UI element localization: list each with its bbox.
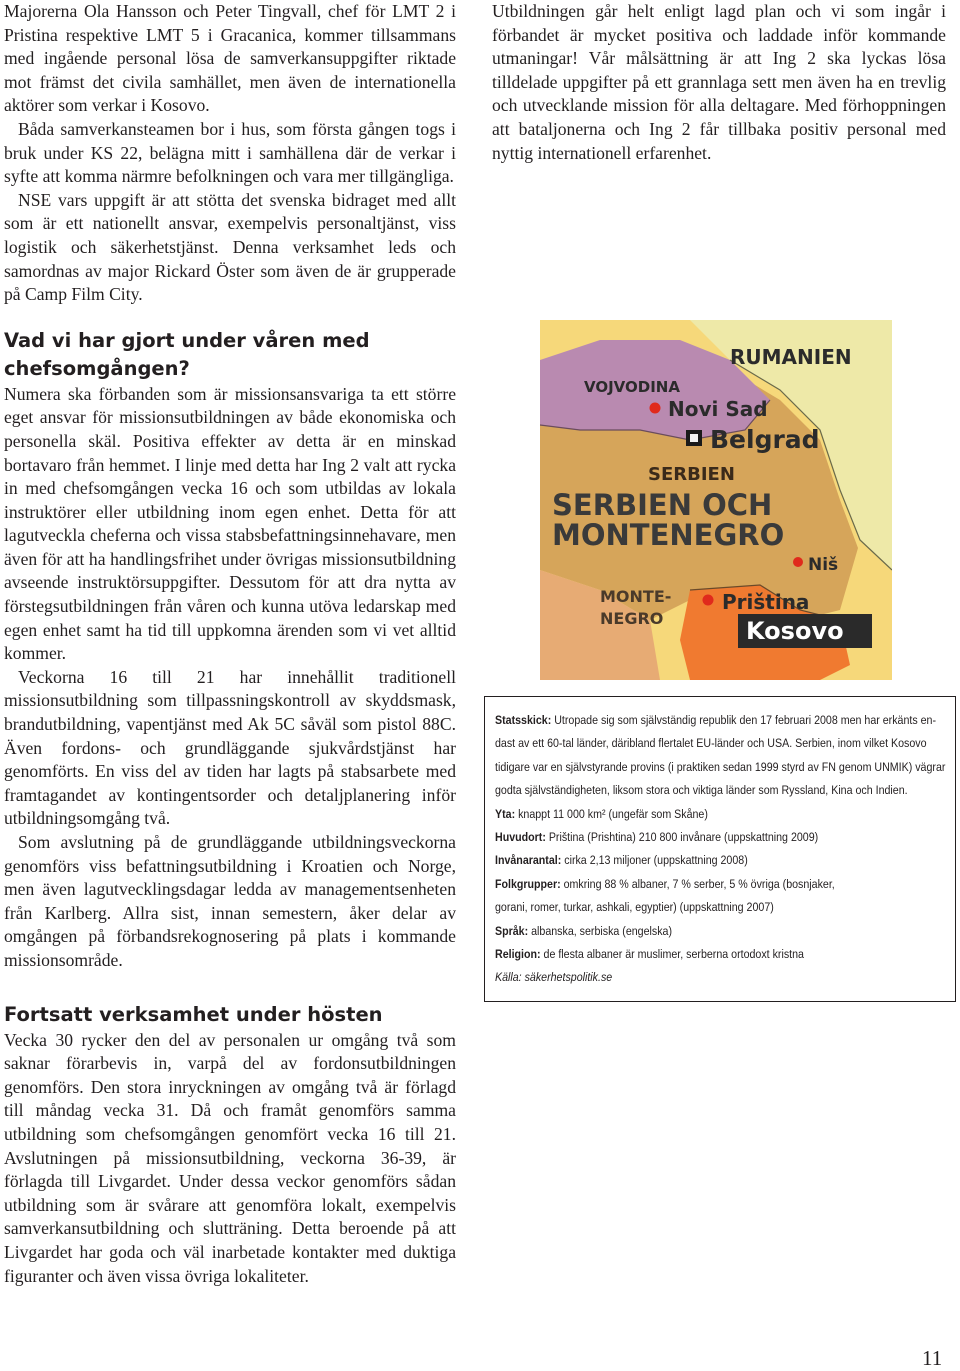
label-nis: Niš	[808, 555, 839, 575]
right-text	[492, 0, 946, 165]
right-paragraph: Utbildningen går helt enligt lagd plan och vi som ingår i förbandet är mycket positiva och laddade inför kommande utmaningar! Vår målsättning är att Ing 2 ska lyckas lösa tilldelade uppgifter på ett grannlaga sett men även ha en trevlig och utvecklande mission för alla deltagare. Med förhoppningen att bataljonerna och Ing 2 får tillbaka positiv personal med nyttig internationell erfarenhet.	[492, 1, 946, 163]
section-heading-spring: Vad vi har gjort under våren med chefsomgången?	[4, 328, 370, 380]
factbox-statsskick-4: godta självständigheten, liksom stora och viktiga länder som Ryssland, Kina och Indien.	[495, 783, 908, 798]
kosovo-factbox	[484, 696, 956, 1002]
factbox-source: Källa: säkerhetspolitik.se	[495, 970, 613, 985]
section-heading-autumn: Fortsatt verksamhet under hösten	[4, 1002, 383, 1026]
label-serbien: SERBIEN	[648, 464, 735, 485]
autumn-paragraph-1: Vecka 30 rycker den del av personalen ur omgång två som saknar förarbevis in, varpå del av fordonsutbildningen genomförs. Den stora inryckningen av omgång två är förlagd till måndag vecka 31. Då och framåt genomförs samma utbildning som chefsomgången genomfört vecka 16 till 21. Avslutningen på missionsutbildning, veckorna 36-39, är förlagda till Livgardet. Under dessa veckor genomförs sådan utbildning som är svårare att genomföra lokalt, exempelvis samverkansutbildning och slutträning. Detta beroende på att Livgardet har goda och väl inarbetade kontakter med duktiga figuranter och även vissa övriga lokaliteter.	[4, 1029, 456, 1286]
label-monte-2: NEGRO	[600, 609, 664, 628]
religion-text: de flesta albaner är muslimer, serberna ortodoxt kristna	[543, 947, 804, 962]
factbox-statsskick-3: tidigare var en självstyrande provins (i praktiken sedan 1999 styrd av FN genom UNMIK) vägrar	[495, 759, 946, 774]
label-rumanien: RUMANIEN	[730, 345, 852, 369]
spring-paragraph-2: Veckorna 16 till 21 har innehållit traditionell missionsutbildning som tillpassningskontroll av skyddsmask, brandutbildning, vapentjänst med Ak 5C såväl som pistol 88C. Även fordons- och grundläggande sjukvårdstjänst har genomförts. En viss del av tiden har lagts på stabsarbete med framtagandet av kontingentsorder och detaljplanering inför utbildningsomgång två.	[4, 666, 456, 829]
label-novi-sad: Novi Sad	[668, 397, 768, 421]
kosovo-map	[540, 320, 892, 680]
huvudort-text: Priština (Prishtina) 210 800 invånare (uppskattning 2009)	[548, 830, 819, 845]
label-vojvodina: VOJVODINA	[584, 378, 680, 396]
spring-paragraph-3: Som avslutning på de grundläggande utbildningsveckorna genomförs viss befattningsutbildning i Kroatien och Norge, men även lagutvecklingsdagar ledda av managementsenheten från Karlberg. Allra sist, innan semestern, åker delar av omgången på förbandsrekognosering på plats i kommande missionsområde.	[4, 832, 456, 970]
sprak-label: Språk:	[495, 923, 529, 938]
label-kosovo: Kosovo	[746, 617, 844, 645]
novi-sad-dot	[650, 403, 661, 414]
factbox-folkgrupper	[495, 873, 888, 896]
invanare-label: Invånarantal:	[495, 853, 562, 868]
label-monte-1: MONTE-	[600, 587, 672, 606]
nis-dot	[793, 557, 803, 567]
intro-text	[4, 0, 456, 307]
section-autumn-text	[4, 1029, 456, 1289]
factbox-statsskick-2: dast av ett 60-tal länder, däribland flertalet EU-länder och USA. Serbien, inom vilket Kosovo	[495, 736, 927, 751]
label-map-title-line1: SERBIEN OCH	[552, 488, 773, 522]
belgrad-capital-inner	[690, 434, 698, 442]
section-spring-text	[4, 383, 456, 973]
huvudort-label: Huvudort:	[495, 830, 546, 845]
right-column	[492, 0, 946, 165]
factbox-yta	[495, 803, 888, 826]
factbox-statsskick	[495, 709, 937, 732]
pristina-dot	[703, 595, 714, 606]
folkgrupper-label: Folkgrupper:	[495, 876, 561, 891]
label-belgrad: Belgrad	[710, 425, 820, 454]
label-map-title-line2: MONTENEGRO	[552, 518, 785, 552]
religion-label: Religion:	[495, 947, 541, 962]
factbox-religion	[495, 943, 888, 966]
sprak-text: albanska, serbiska (engelska)	[531, 923, 672, 938]
intro-paragraph-2: Båda samverkansteamen bor i hus, som första gången togs i bruk under KS 22, belägna mitt i samhällena där de verkar i syfte att komma närmre befolkningen och vara mer tillgängliga.	[4, 118, 456, 187]
intro-paragraph-1: Majorerna Ola Hansson och Peter Tingvall, chef för LMT 2 i Pristina respektive LMT 5 i Gracanica, kommer tillsammans med ingående personal lösa de samverkansuppgifter riktade mot främst det civila samhället, men även de internationella aktörer som verkar i Kosovo.	[4, 1, 456, 116]
intro-paragraph-3: NSE vars uppgift är att stötta det svenska bidraget med allt som är ett nationellt ansvar, exempelvis personaltjänst, viss logistik och säkerhetstjänst. Denna verksamhet leds och samordnas av major Rickard Öster som även de är grupperade på Camp Film City.	[4, 189, 456, 305]
label-pristina: Priština	[722, 590, 810, 614]
left-column	[4, 0, 456, 1288]
yta-label: Yta:	[495, 806, 516, 821]
page-number: 11	[922, 1346, 943, 1370]
factbox-huvudort	[495, 826, 888, 849]
statsskick-label: Statsskick:	[495, 713, 552, 727]
map-graphic	[540, 320, 892, 680]
factbox-invanare	[495, 849, 888, 872]
spring-paragraph-1: Numera ska förbanden som är missionsansvariga ta ett större eget ansvar för missionsutbildningen av både ekonomiska och personella skäl. Positiva effekter av detta är en minskad bortavaro från hemmet. I linje med detta har Ing 2 valt att rycka in med chefsomgången vecka 16 och som utbildas av lokala instruktörer eller utbildning inom egen enhet. Detta för att lagutveckla cheferna och vissa stabsbefattningsinnehavare, men även för att ha handlingsfrihet under övrigas missionsutbildning avseende instruktörsuppgifter. Dessutom för att dra nytta av förstegsutbildningen från våren och kunna utöva ledarskap med egen enhet samt ha tid till uppkomna ärenden som vi vet alltid kommer.	[4, 383, 456, 664]
statsskick-text-1: Utropade sig som självständig republik den 17 februari 2008 men har erkänts en-	[554, 713, 937, 727]
yta-text: knappt 11 000 km² (ungefär som Skåne)	[518, 806, 708, 821]
invanare-text: cirka 2,13 miljoner (uppskattning 2008)	[564, 853, 748, 868]
folkgrupper-text-1: omkring 88 % albaner, 7 % serber, 5 % övriga (bosnjaker,	[563, 876, 835, 891]
factbox-folkgrupper-2: gorani, romer, turkar, ashkali, egyptier) (uppskattning 2007)	[495, 900, 774, 915]
factbox-sprak	[495, 920, 888, 943]
